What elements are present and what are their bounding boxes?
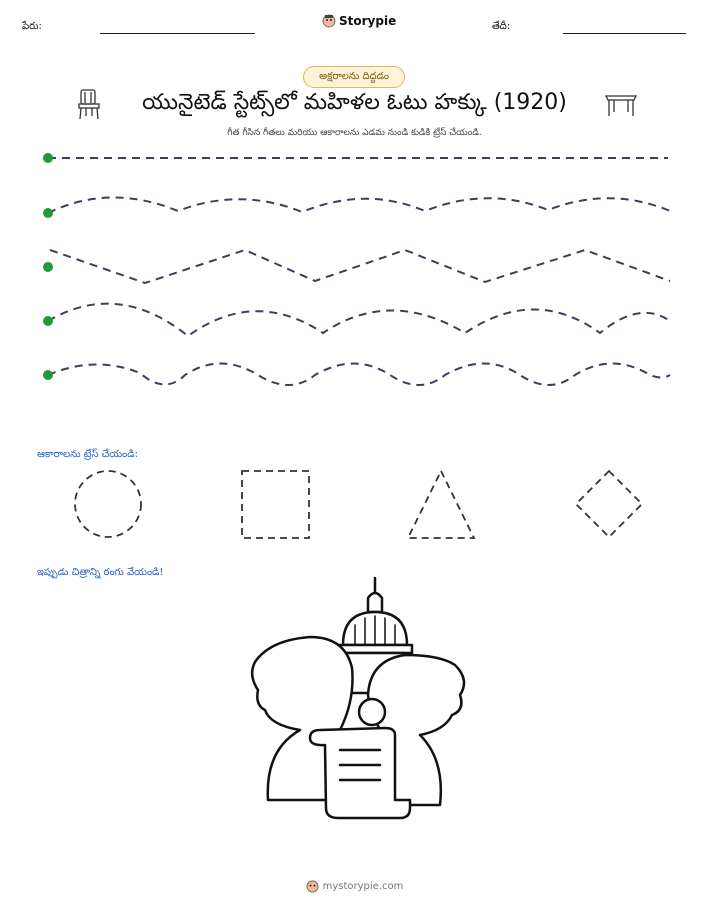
start-dot-2 bbox=[43, 208, 53, 218]
start-dot-5 bbox=[43, 370, 53, 380]
trace-line-wave bbox=[48, 197, 670, 213]
circle-icon bbox=[75, 471, 141, 537]
suffrage-coloring-image bbox=[235, 575, 475, 820]
diamond-icon bbox=[576, 471, 642, 537]
instructions: గీత గీసిన గీతలు మరియు ఆకారాలను ఎడమ నుండి కుడికి ట్రేస్ చేయండి. bbox=[227, 128, 482, 138]
start-dot-1 bbox=[43, 153, 53, 163]
page-title: యునైటెడ్ స్టేట్స్‌లో మహిళల ఓటు హక్కు (1920) bbox=[142, 90, 567, 115]
coloring-heading: ఇప్పుడు చిత్రాన్ని రంగు వేయండి! bbox=[37, 567, 164, 578]
name-field[interactable] bbox=[100, 33, 255, 34]
start-dot-4 bbox=[43, 316, 53, 326]
table-icon bbox=[604, 90, 638, 118]
storypie-mascot-icon bbox=[306, 880, 319, 893]
footer-url[interactable]: mystorypie.com bbox=[322, 881, 404, 892]
storypie-mascot-icon bbox=[322, 14, 336, 28]
brand-name: Storypie bbox=[339, 14, 397, 28]
start-dot-3 bbox=[43, 262, 53, 272]
date-field[interactable] bbox=[563, 33, 686, 34]
brand-logo bbox=[322, 14, 396, 28]
activity-badge: అక్షరాలను దిద్దడం bbox=[303, 66, 405, 88]
name-label: పేరు: bbox=[22, 21, 42, 32]
square-icon bbox=[242, 471, 309, 538]
trace-line-zigzag bbox=[50, 250, 670, 283]
footer bbox=[0, 880, 709, 893]
trace-shapes bbox=[0, 465, 709, 545]
date-label: తేదీ: bbox=[492, 21, 511, 32]
trace-line-wave-2 bbox=[48, 304, 670, 336]
shapes-heading: ఆకారాలను ట్రేస్ చేయండి: bbox=[37, 449, 138, 460]
triangle-icon bbox=[408, 471, 474, 538]
trace-lines bbox=[0, 140, 709, 390]
trace-line-wave-3 bbox=[48, 364, 670, 386]
ballot-scroll-icon bbox=[310, 728, 410, 818]
